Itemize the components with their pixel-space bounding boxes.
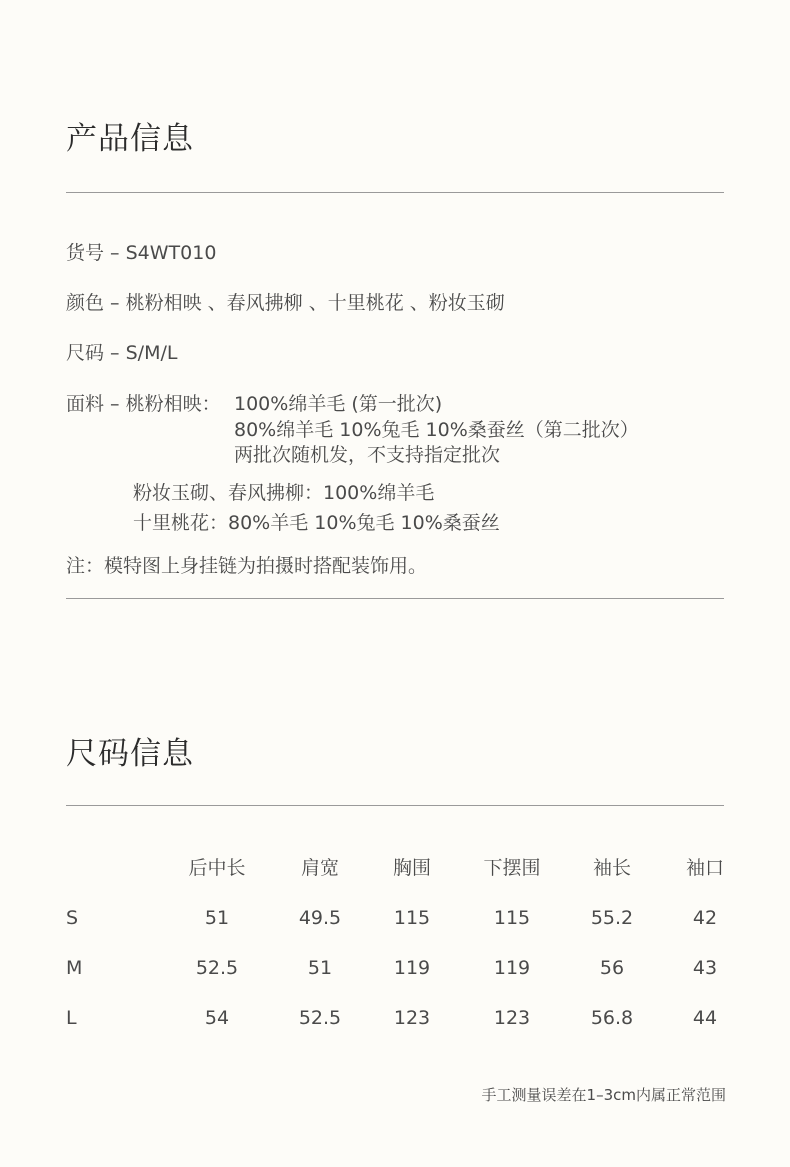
table-cell: 115 (393, 907, 431, 929)
table-cell: 52.5 (195, 957, 239, 979)
column-header-sleeve-length: 袖长 (592, 857, 632, 879)
column-header-hem: 下摆围 (483, 857, 541, 879)
fabric-group1-line-2: 80%绵羊毛 10%兔毛 10%桑蚕丝（第二批次） (234, 419, 639, 441)
table-cell: 49.5 (298, 907, 342, 929)
fabric-group3: 十里桃花：80%羊毛 10%兔毛 10%桑蚕丝 (133, 512, 500, 534)
sizes-line (66, 344, 177, 363)
product-info-title: 产品信息 (66, 121, 194, 157)
product-info-divider (66, 192, 724, 193)
sku-value: S4WT010 (125, 242, 217, 264)
column-header-shoulder: 肩宽 (300, 857, 340, 879)
table-cell: 43 (692, 957, 718, 979)
table-cell: 56.8 (590, 1007, 634, 1029)
table-cell: 55.2 (590, 907, 634, 929)
sizes-separator: – (104, 342, 126, 364)
size-info-divider (66, 805, 724, 806)
fabric-group1-name: 桃粉相映： (125, 393, 221, 415)
product-note-divider (66, 598, 724, 599)
fabric-group2: 粉妆玉砌、春风拂柳：100%绵羊毛 (133, 482, 435, 504)
table-cell: 44 (692, 1007, 718, 1029)
colors-separator: – (104, 292, 126, 314)
colors-label: 颜色 (66, 292, 105, 314)
table-cell: 119 (493, 957, 531, 979)
fabric-label: 面料 (66, 393, 105, 415)
column-header-back-length: 后中长 (188, 857, 246, 879)
fabric-group1-line-1: 100%绵羊毛 (第一批次) (234, 393, 443, 415)
size-row-label-s: S (66, 907, 79, 929)
size-row-label-m: M (66, 957, 83, 979)
table-cell: 119 (393, 957, 431, 979)
table-cell: 123 (493, 1007, 531, 1029)
sizes-value: S/M/L (125, 342, 178, 364)
colors-line (66, 294, 505, 313)
table-cell: 42 (692, 907, 718, 929)
size-row-label-l: L (66, 1007, 77, 1029)
product-note: 注：模特图上身挂链为拍摄时搭配装饰用。 (66, 555, 428, 577)
table-cell: 51 (204, 907, 230, 929)
table-cell: 52.5 (298, 1007, 342, 1029)
column-header-chest: 胸围 (392, 857, 432, 879)
measurement-footnote: 手工测量误差在1–3cm内属正常范围 (481, 1086, 726, 1104)
table-cell: 123 (393, 1007, 431, 1029)
colors-value: 桃粉相映 、春风拂柳 、十里桃花 、粉妆玉砌 (125, 292, 505, 314)
table-cell: 54 (204, 1007, 230, 1029)
fabric-separator: – (104, 393, 126, 415)
table-cell: 56 (599, 957, 625, 979)
fabric-group1-line-3: 两批次随机发，不支持指定批次 (234, 444, 501, 466)
table-cell: 51 (307, 957, 333, 979)
sizes-label: 尺码 (66, 342, 105, 364)
sku-label: 货号 (66, 242, 105, 264)
column-header-cuff: 袖口 (685, 857, 725, 879)
table-cell: 115 (493, 907, 531, 929)
fabric-line (66, 395, 221, 414)
sku-line (66, 244, 216, 263)
size-info-title: 尺码信息 (66, 736, 194, 772)
sku-separator: – (104, 242, 126, 264)
